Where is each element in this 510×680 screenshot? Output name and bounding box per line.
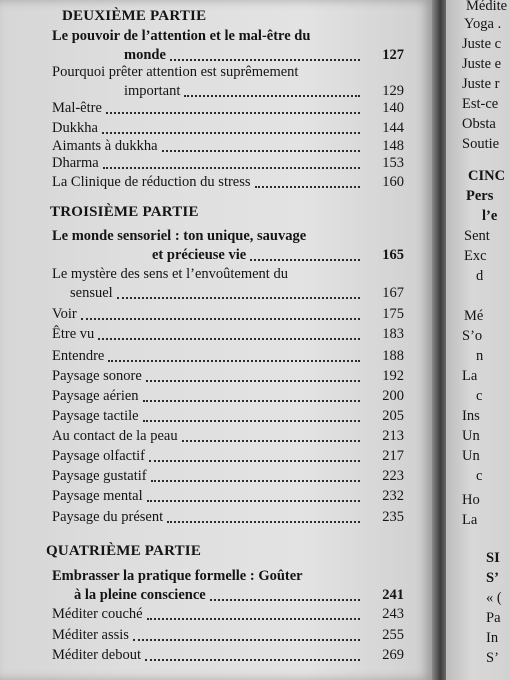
toc-entry [52,406,412,426]
right-page-fragment: « ( [486,590,502,606]
toc-entry [52,625,412,645]
toc-entry-title-continued: et précieuse vie [152,247,247,263]
leader-dots [255,184,360,188]
toc-entry [52,507,412,527]
toc-entry-title: Au contact de la peau [52,428,178,444]
leader-dots [151,478,360,482]
right-page-fragment: S’ [486,570,499,586]
leader-dots [250,257,360,261]
toc-entry [52,324,412,344]
toc-entry [52,486,412,506]
page-number: 167 [382,285,404,301]
toc-entry [52,566,412,605]
toc-entry [52,304,412,324]
toc-entry-title: Paysage olfactif [52,448,146,464]
leader-dots [98,336,360,340]
page-number: 160 [382,174,404,190]
leader-dots [167,519,360,523]
right-page [446,0,510,680]
page-number: 175 [382,306,404,322]
toc-entry-title: Paysage mental [52,488,143,504]
page-number: 235 [382,509,404,525]
toc-entry [52,386,412,406]
leader-dots [147,498,360,502]
toc-entry-title: Voir [52,306,77,322]
toc-entry [52,62,412,101]
right-page-fragment: Pers [466,188,494,204]
toc-entry-title-continued: sensuel [70,285,113,301]
toc-entry [52,264,412,303]
right-page-fragment: Juste e [462,56,502,72]
page-number: 127 [382,47,404,63]
leader-dots [81,316,360,320]
section-title: TROISIÈME PARTIE [50,204,199,220]
page-number: 269 [382,647,404,663]
toc-entry [52,226,412,265]
toc-entry-title: Aimants à dukkha [52,138,158,154]
right-page-fragment: Mé [464,308,484,324]
toc-entry-title: Paysage du présent [52,509,164,525]
section-title: DEUXIÈME PARTIE [62,8,207,24]
leader-dots [147,616,360,620]
toc-entry-title: Dharma [52,155,99,171]
right-page-fragment: Ho [462,492,480,508]
page-number: 223 [382,468,404,484]
page-number: 232 [382,488,404,504]
toc-entry-title: Être vu [52,326,95,342]
page-number: 140 [382,100,404,116]
toc-entry [52,366,412,386]
leader-dots [143,418,360,422]
right-page-fragment: CINC [468,168,506,184]
leader-dots [133,637,360,641]
right-page-fragment: Pa [486,610,501,626]
toc-entry-title: La Clinique de réduction du stress [52,174,251,190]
toc-entry-title: Embrasser la pratique formelle : Goûter [52,568,303,584]
page-number: 183 [382,326,404,342]
right-page-fragment: Un [462,448,480,464]
toc-entry [52,604,412,624]
right-page-fragment: n [476,348,484,364]
toc-entry [52,426,412,446]
toc-entry-title: Paysage aérien [52,388,139,404]
right-page-fragment: S’ [486,650,499,666]
leader-dots [162,148,360,152]
leader-dots [143,398,360,402]
page-number: 200 [382,388,404,404]
page-number: 165 [382,247,404,263]
right-page-fragment: La [462,368,478,384]
toc-entry-title: Entendre [52,348,105,364]
leader-dots [182,438,360,442]
toc-entry-title: Méditer debout [52,647,141,663]
right-page-fragment: Sent [464,228,490,244]
toc-entry [52,466,412,486]
toc-entry-title: Paysage gustatif [52,468,147,484]
toc-entry-title: Le mystère des sens et l’envoûtement du [52,266,288,282]
toc-entry [52,172,412,192]
page-number: 205 [382,408,404,424]
right-page-fragment: Médite [466,0,508,14]
toc-entry-title: Pourquoi prêter attention est suprêmement [52,64,299,80]
page-number: 153 [382,155,404,171]
right-page-fragment: c [476,468,483,484]
toc-entry [52,346,412,366]
right-page-fragment: Est-ce [462,96,499,112]
page-number: 144 [382,120,404,136]
section-title: QUATRIÈME PARTIE [46,543,202,559]
toc-entry [52,153,412,173]
right-page-fragment: Ins [462,408,480,424]
right-page-fragment: l’e [482,208,498,224]
right-page-fragment: Yoga . [464,16,502,32]
page-number: 241 [382,587,404,603]
leader-dots [106,110,360,114]
toc-entry [52,26,412,65]
right-page-fragment: Exc [464,248,487,264]
right-page-fragment: S’o [462,328,483,344]
right-page-fragment: La [462,512,478,528]
right-page-fragment: Soutie [462,136,500,152]
toc-entry-title: Mal-être [52,100,102,116]
page-number: 217 [382,448,404,464]
page-number: 192 [382,368,404,384]
toc-entry [52,98,412,118]
page-number: 213 [382,428,404,444]
right-page-fragment: c [476,388,483,404]
toc-entry-title: Le monde sensoriel : ton unique, sauvage [52,228,307,244]
toc-entry [52,645,412,665]
toc-entry-title-continued: monde [124,47,166,63]
book-gutter [432,0,446,680]
leader-dots [170,57,360,61]
toc-entry-title: Paysage tactile [52,408,139,424]
leader-dots [184,93,360,97]
page-number: 255 [382,627,404,643]
right-page-fragment: Juste r [462,76,500,92]
toc-entry-title-continued: à la pleine conscience [74,587,206,603]
page-number: 129 [382,83,404,99]
leader-dots [108,358,360,362]
toc-entry-title: Paysage sonore [52,368,142,384]
toc-entry-title-continued: important [124,83,181,99]
toc-entry-title: Méditer couché [52,606,143,622]
leader-dots [145,657,360,661]
leader-dots [102,130,360,134]
toc-entry-title: Méditer assis [52,627,129,643]
leader-dots [117,295,360,299]
toc-entry-title: Dukkha [52,120,98,136]
toc-entry-title: Le pouvoir de l’attention et le mal-être du [52,28,311,44]
right-page-fragment: d [476,268,484,284]
page-number: 148 [382,138,404,154]
leader-dots [210,597,360,601]
right-page-fragment: Un [462,428,480,444]
right-page-fragment: Juste c [462,36,502,52]
page-number: 188 [382,348,404,364]
toc-entry [52,446,412,466]
right-page-fragment: In [486,630,499,646]
page-number: 243 [382,606,404,622]
right-page-fragment: Obsta [462,116,496,132]
toc-entry [52,118,412,138]
leader-dots [103,165,360,169]
leader-dots [146,378,360,382]
right-page-fragment: SI [486,550,500,566]
leader-dots [149,458,360,462]
